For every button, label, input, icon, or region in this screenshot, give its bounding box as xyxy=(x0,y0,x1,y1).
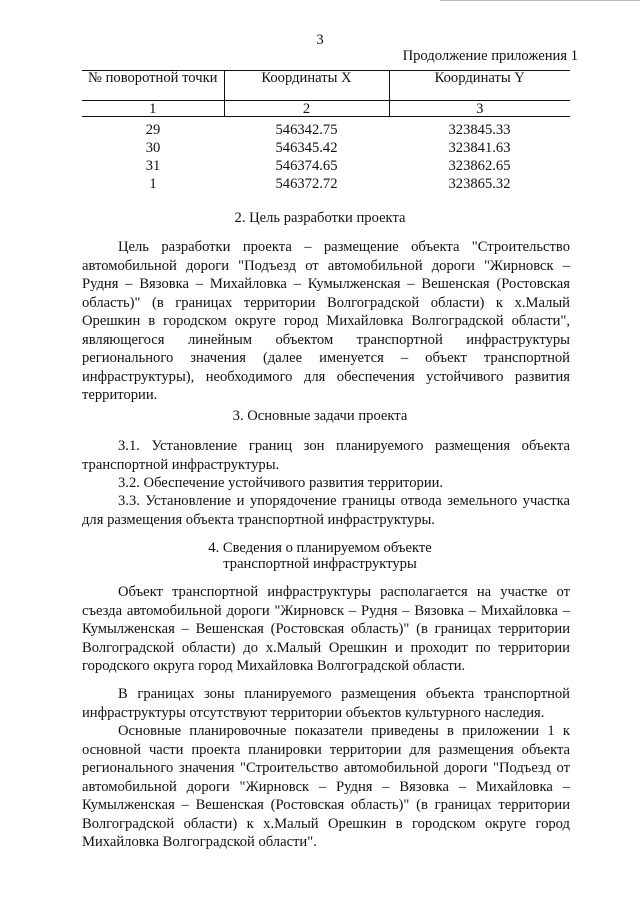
section-2-heading: 2. Цель разработки проекта xyxy=(234,210,406,226)
section-3-item-1 xyxy=(82,437,570,474)
point-number-cell: 29 xyxy=(145,122,161,138)
column-number: 1 xyxy=(82,101,224,117)
table-row xyxy=(82,175,570,193)
section-4-paragraph-1 xyxy=(82,583,570,676)
section-4-heading-line-2: транспортной инфраструктуры xyxy=(223,556,417,572)
section-3-item-2 xyxy=(82,474,570,493)
y-coordinate-cell: 323845.33 xyxy=(448,122,511,138)
column-number-row xyxy=(82,101,570,117)
section-4-paragraph-3 xyxy=(82,722,570,852)
section-3-item-2-text: 3.2. Обеспечение устойчивого развития территории. xyxy=(118,475,444,491)
section-4-paragraph-2 xyxy=(82,685,570,722)
table-row xyxy=(82,157,570,175)
x-coordinate-cell: 546372.72 xyxy=(275,176,338,192)
section-3-item-3-text: 3.3. Установление и упорядочение границы отвода земельного участка для размещения объекта транспортной инфраструктуры. xyxy=(82,493,570,528)
table-row xyxy=(82,117,570,140)
point-number-cell: 30 xyxy=(145,140,161,156)
point-number-cell: 1 xyxy=(149,176,157,192)
section-3-item-3 xyxy=(82,492,570,529)
section-2-paragraph xyxy=(82,238,570,405)
section-2-text: Цель разработки проекта – размещение объекта "Строительство автомобильной дороги "Подъезд от автомобильной дороги "Жирновск – Рудня – Вязовка – Михайловка – Кумылженская – Вешенская (Ростовская область)" (в границах территории Волгоградской области) к х.Малый Орешкин в городском округе город Михайловка Волгоградской области", являющегося линейным объектом транспортной инфраструктуры регионального значения (далее именуется – объект транспортной инфраструктуры), необходимого для обеспечения устойчивого развития территории. xyxy=(82,239,570,403)
x-coordinate-cell: 546342.75 xyxy=(275,122,338,138)
y-coordinate-cell: 323841.63 xyxy=(448,140,511,156)
y-coordinate-cell: 323865.32 xyxy=(448,176,511,192)
section-4-heading-line-1: 4. Сведения о планируемом объекте xyxy=(208,540,432,556)
section-4-paragraph-1-text: Объект транспортной инфраструктуры располагается на участке от съезда автомобильной дороги "Жирновск – Рудня – Вязовка – Михайловка – Кумылженская – Вешенская (Ростовская область)" (в границах территории Волгоградской области) до х.Малый Орешкин и проходит по территории городского округа город Михайловка Волгоградской области. xyxy=(82,584,570,674)
appendix-note: Продолжение приложения 1 xyxy=(402,48,578,64)
page-number: 3 xyxy=(316,32,324,48)
column-number: 2 xyxy=(224,101,389,117)
section-3-item-1-text: 3.1. Установление границ зон планируемого размещения объекта транспортной инфраструктуры. xyxy=(82,438,570,473)
page-top-rule xyxy=(440,0,640,3)
header-point-number: № поворотной точки xyxy=(82,71,224,101)
section-4-paragraph-3-text: Основные планировочные показатели приведены в приложении 1 к основной части проекта планировки территории для размещения объекта регионального значения "Строительство автомобильной дороги "Подъезд от автомобильной дороги "Жирновск – Рудня – Вязовка – Михайловка – Кумылженская – Вешенская (Ростовская область)" (в границах территории Волгоградской области) к х.Малый Орешкин в городском округе город Михайловка Волгоградской области". xyxy=(82,723,570,850)
section-4-paragraph-2-text: В границах зоны планируемого размещения объекта транспортной инфраструктуры отсутствуют территории объектов культурного наследия. xyxy=(82,686,570,721)
section-4-heading xyxy=(0,540,640,572)
column-number: 3 xyxy=(389,101,570,117)
x-coordinate-cell: 546345.42 xyxy=(275,140,338,156)
coordinates-table xyxy=(82,70,570,193)
table-header-row xyxy=(82,71,570,101)
y-coordinate-cell: 323862.65 xyxy=(448,158,511,174)
header-coordinate-y: Координаты Y xyxy=(389,71,570,101)
header-coordinate-x: Координаты X xyxy=(224,71,389,101)
table-row xyxy=(82,139,570,157)
point-number-cell: 31 xyxy=(145,158,161,174)
x-coordinate-cell: 546374.65 xyxy=(275,158,338,174)
section-3-heading: 3. Основные задачи проекта xyxy=(232,408,408,424)
